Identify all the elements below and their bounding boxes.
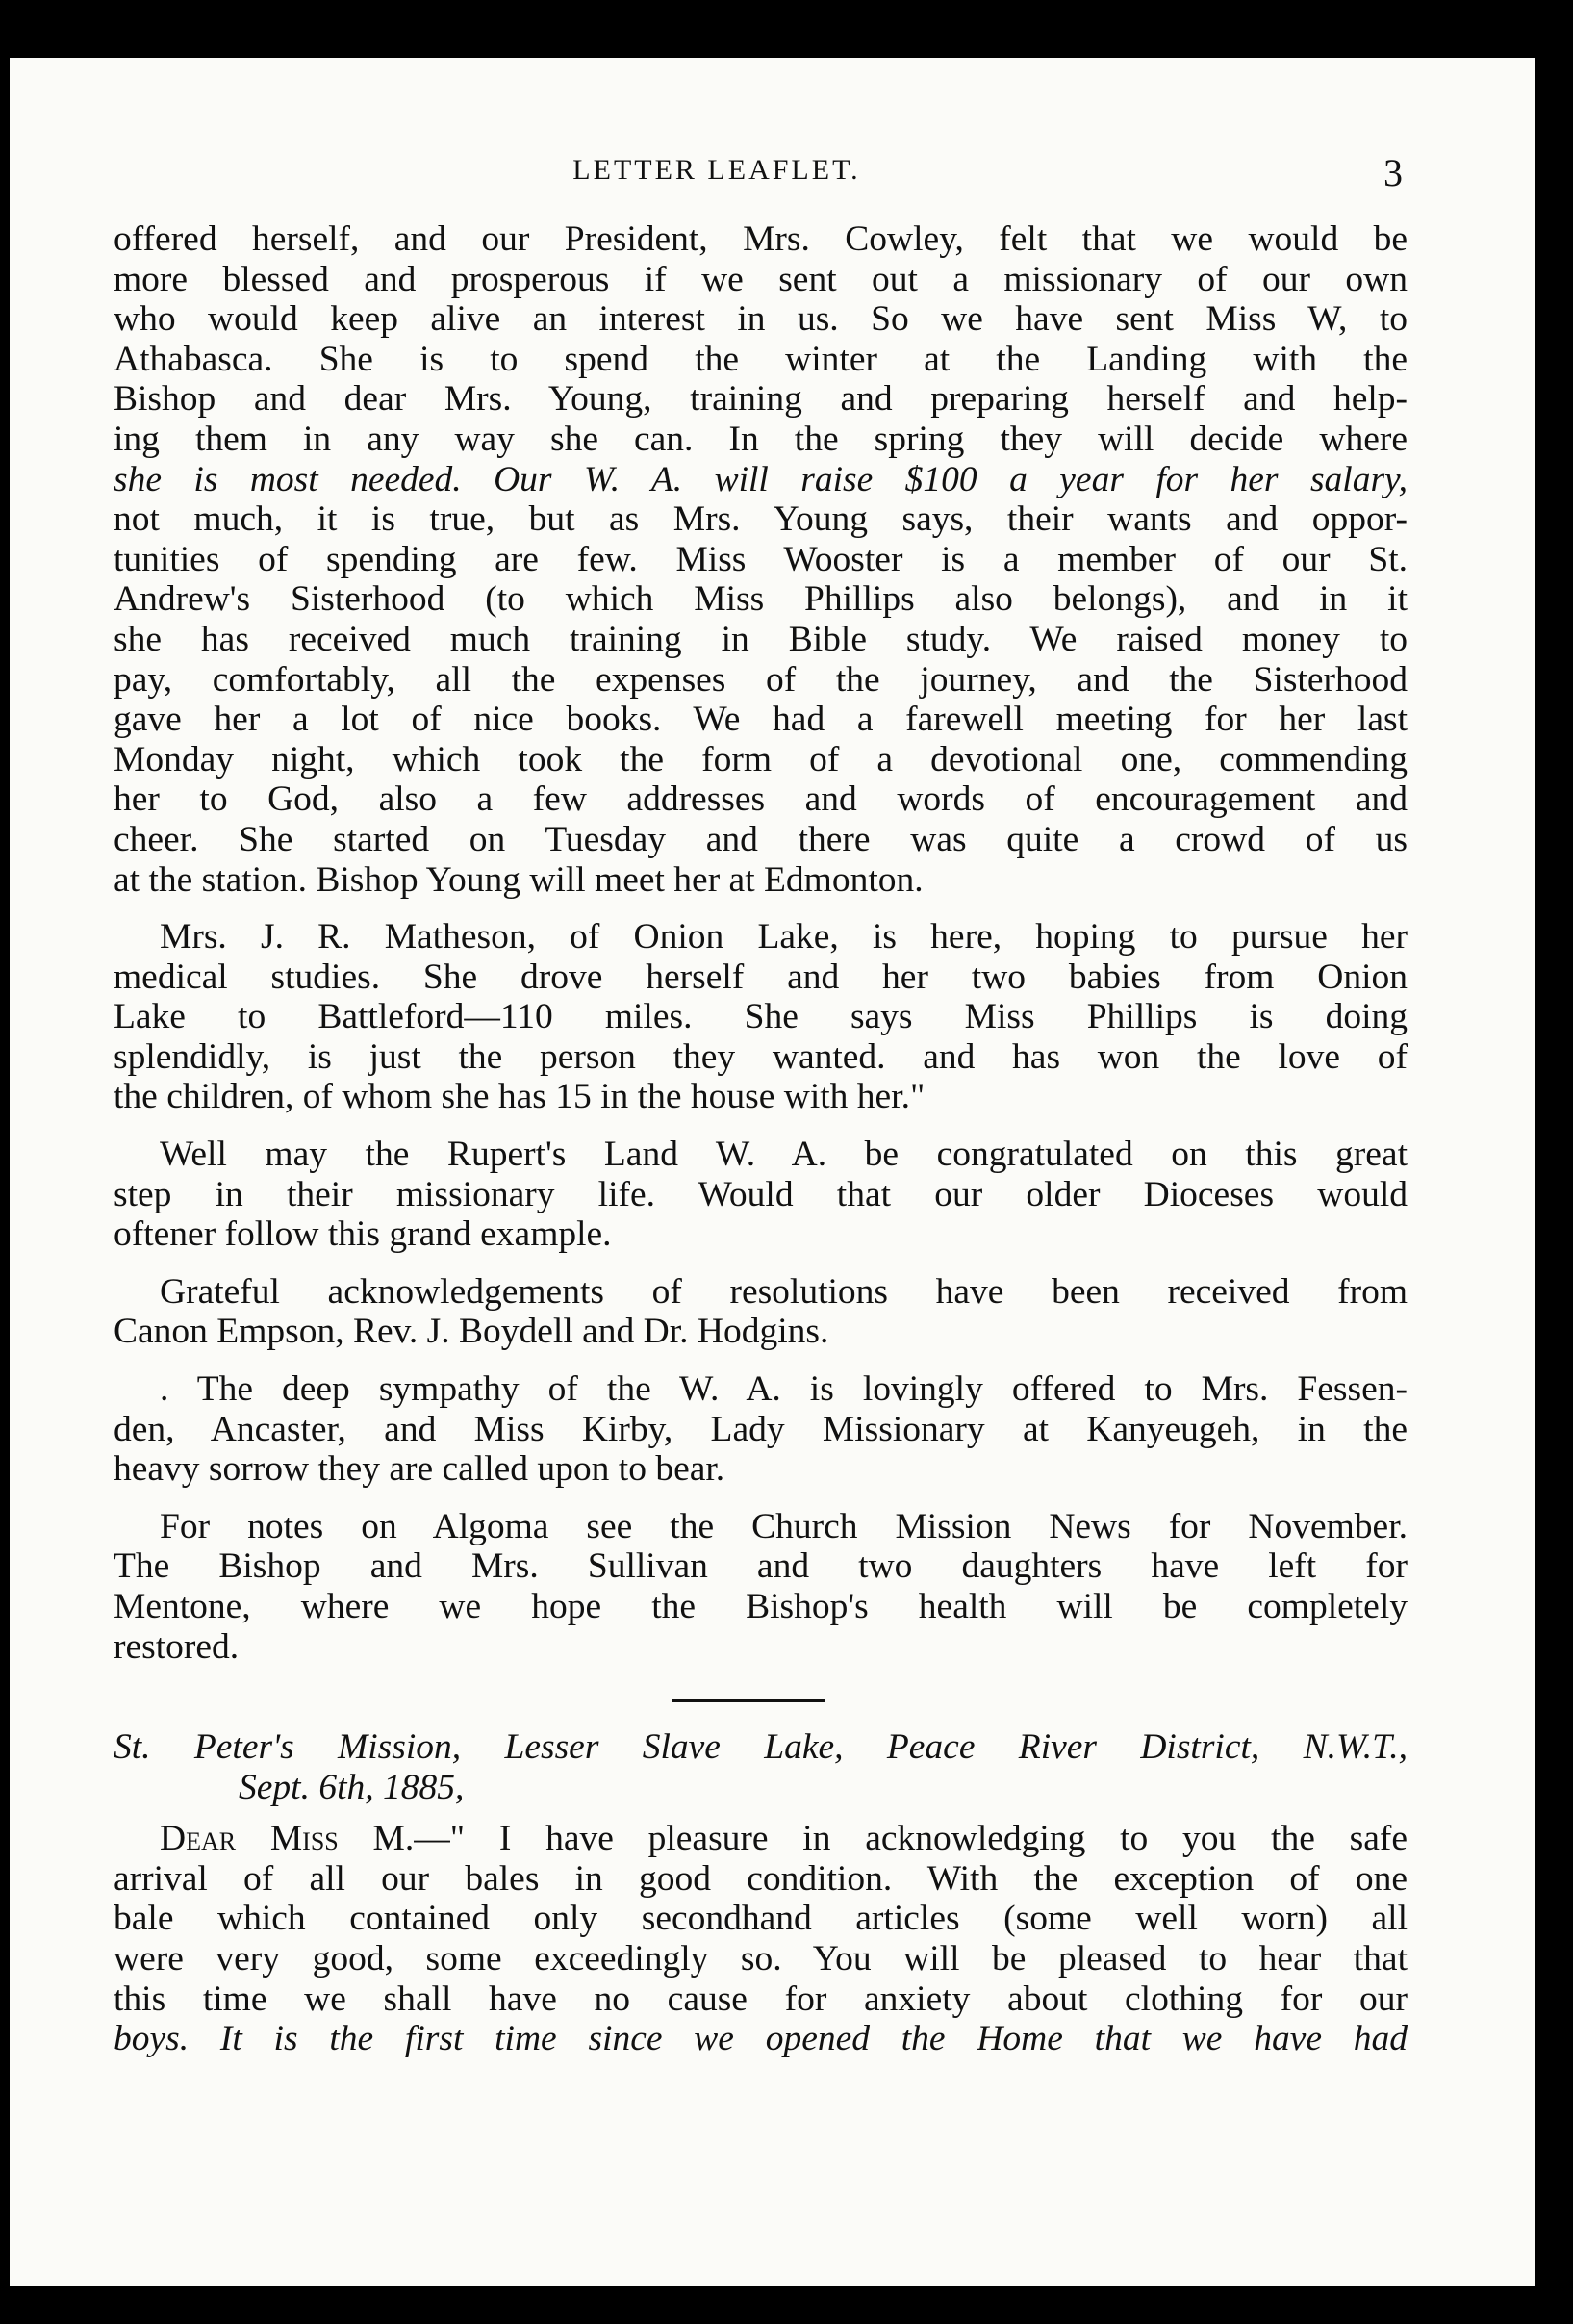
- page-header: [10, 151, 1424, 202]
- paragraph-6: [114, 1507, 1408, 1667]
- text-line: Andrew's Sisterhood (to which Miss Phillips also belongs), and in it: [114, 579, 1408, 620]
- scan-right-border: [1535, 0, 1573, 2324]
- letter-date: Sept. 6th, 1885,: [239, 1767, 465, 1807]
- text-line: . The deep sympathy of the W. A. is lovingly offered to Mrs. Fessen-: [160, 1369, 1408, 1410]
- body-text: [114, 219, 1408, 1667]
- text-line: medical studies. She drove herself and her two babies from Onion: [114, 957, 1408, 997]
- text-line: boys. It is the first time since we opened the Home that we have had: [114, 2019, 1408, 2059]
- paragraph-4: [114, 1272, 1408, 1352]
- text-line: restored.: [114, 1626, 240, 1667]
- text-line: ing them in any way she can. In the spring they will decide where: [114, 419, 1408, 459]
- scan-bottom-border: [0, 2286, 1573, 2324]
- text-line: were very good, some exceedingly so. You will be pleased to hear that: [114, 1938, 1408, 1979]
- text-line: gave her a lot of nice books. We had a farewell meeting for her last: [114, 700, 1408, 740]
- text-line: pay, comfortably, all the expenses of the journey, and the Sisterhood: [114, 659, 1408, 700]
- text-line: Monday night, which took the form of a devotional one, commending: [114, 739, 1408, 779]
- text-line: she has received much training in Bible study. We raised money to: [114, 619, 1408, 659]
- text-line: For notes on Algoma see the Church Mission News for November.: [160, 1506, 1408, 1546]
- page-number: 3: [1383, 151, 1403, 194]
- text-line: offered herself, and our President, Mrs. Cowley, felt that we would be: [114, 219, 1408, 259]
- text-line: this time we shall have no cause for anxiety about clothing for our: [114, 1979, 1408, 2019]
- text-line: Mentone, where we hope the Bishop's health will be completely: [114, 1587, 1408, 1626]
- text-line: The Bishop and Mrs. Sullivan and two daughters have left for: [114, 1546, 1408, 1587]
- text-line: Athabasca. She is to spend the winter at the Landing with the: [114, 339, 1408, 379]
- text-line: Lake to Battleford—110 miles. She says Miss Phillips is doing: [114, 997, 1408, 1037]
- section-divider: [672, 1699, 825, 1702]
- text-line: Canon Empson, Rev. J. Boydell and Dr. Hodgins.: [114, 1312, 829, 1352]
- scan-top-border: [0, 0, 1573, 58]
- letter-section: [114, 1727, 1408, 2059]
- running-title: LETTER LEAFLET.: [572, 154, 861, 186]
- text-line: Grateful acknowledgements of resolutions have been received from: [160, 1271, 1408, 1312]
- paragraph-5: [114, 1369, 1408, 1490]
- paragraph-1: [114, 219, 1408, 900]
- text-line: at the station. Bishop Young will meet her at Edmonton.: [114, 859, 924, 900]
- letter-salutation: Dear Miss M.—: [160, 1819, 450, 1859]
- text-line: Well may the Rupert's Land W. A. be congratulated on this great: [160, 1135, 1408, 1175]
- text-line: arrival of all our bales in good condition. With the exception of one: [114, 1858, 1408, 1899]
- document-page: [10, 58, 1535, 2286]
- letter-first-line: [114, 1819, 1408, 1859]
- text-line: the children, of whom she has 15 in the house with her.": [114, 1077, 926, 1117]
- text-line: her to God, also a few addresses and words of encouragement and: [114, 779, 1408, 820]
- text-line: cheer. She started on Tuesday and there was quite a crowd of us: [114, 819, 1408, 859]
- paragraph-3: [114, 1135, 1408, 1255]
- text-line: step in their missionary life. Would that our older Dioceses would: [114, 1174, 1408, 1214]
- scan-left-border: [0, 0, 10, 2324]
- text-line: oftener follow this grand example.: [114, 1214, 612, 1255]
- text-line: tunities of spending are few. Miss Wooster is a member of our St.: [114, 539, 1408, 579]
- text-line: Bishop and dear Mrs. Young, training and preparing herself and help-: [114, 379, 1408, 420]
- text-line: not much, it is true, but as Mrs. Young says, their wants and oppor-: [114, 499, 1408, 540]
- text-line: Mrs. J. R. Matheson, of Onion Lake, is here, hoping to pursue her: [160, 917, 1408, 958]
- text-line: splendidly, is just the person they wanted. and has won the love of: [114, 1036, 1408, 1077]
- text-line: she is most needed. Our W. A. will raise $100 a year for her salary,: [114, 459, 1408, 499]
- letter-opening: " I have pleasure in acknowledging to you the safe: [449, 1819, 1408, 1859]
- text-line: den, Ancaster, and Miss Kirby, Lady Missionary at Kanyeugeh, in the: [114, 1409, 1408, 1449]
- text-line: more blessed and prosperous if we sent out a missionary of our own: [114, 259, 1408, 299]
- text-line: bale which contained only secondhand articles (some well worn) all: [114, 1899, 1408, 1939]
- paragraph-2: [114, 917, 1408, 1117]
- text-line: who would keep alive an interest in us. So we have sent Miss W, to: [114, 299, 1408, 340]
- letter-dateline: St. Peter's Mission, Lesser Slave Lake, Peace River District, N.W.T.,: [114, 1727, 1408, 1767]
- text-line: heavy sorrow they are called upon to bear.: [114, 1449, 725, 1490]
